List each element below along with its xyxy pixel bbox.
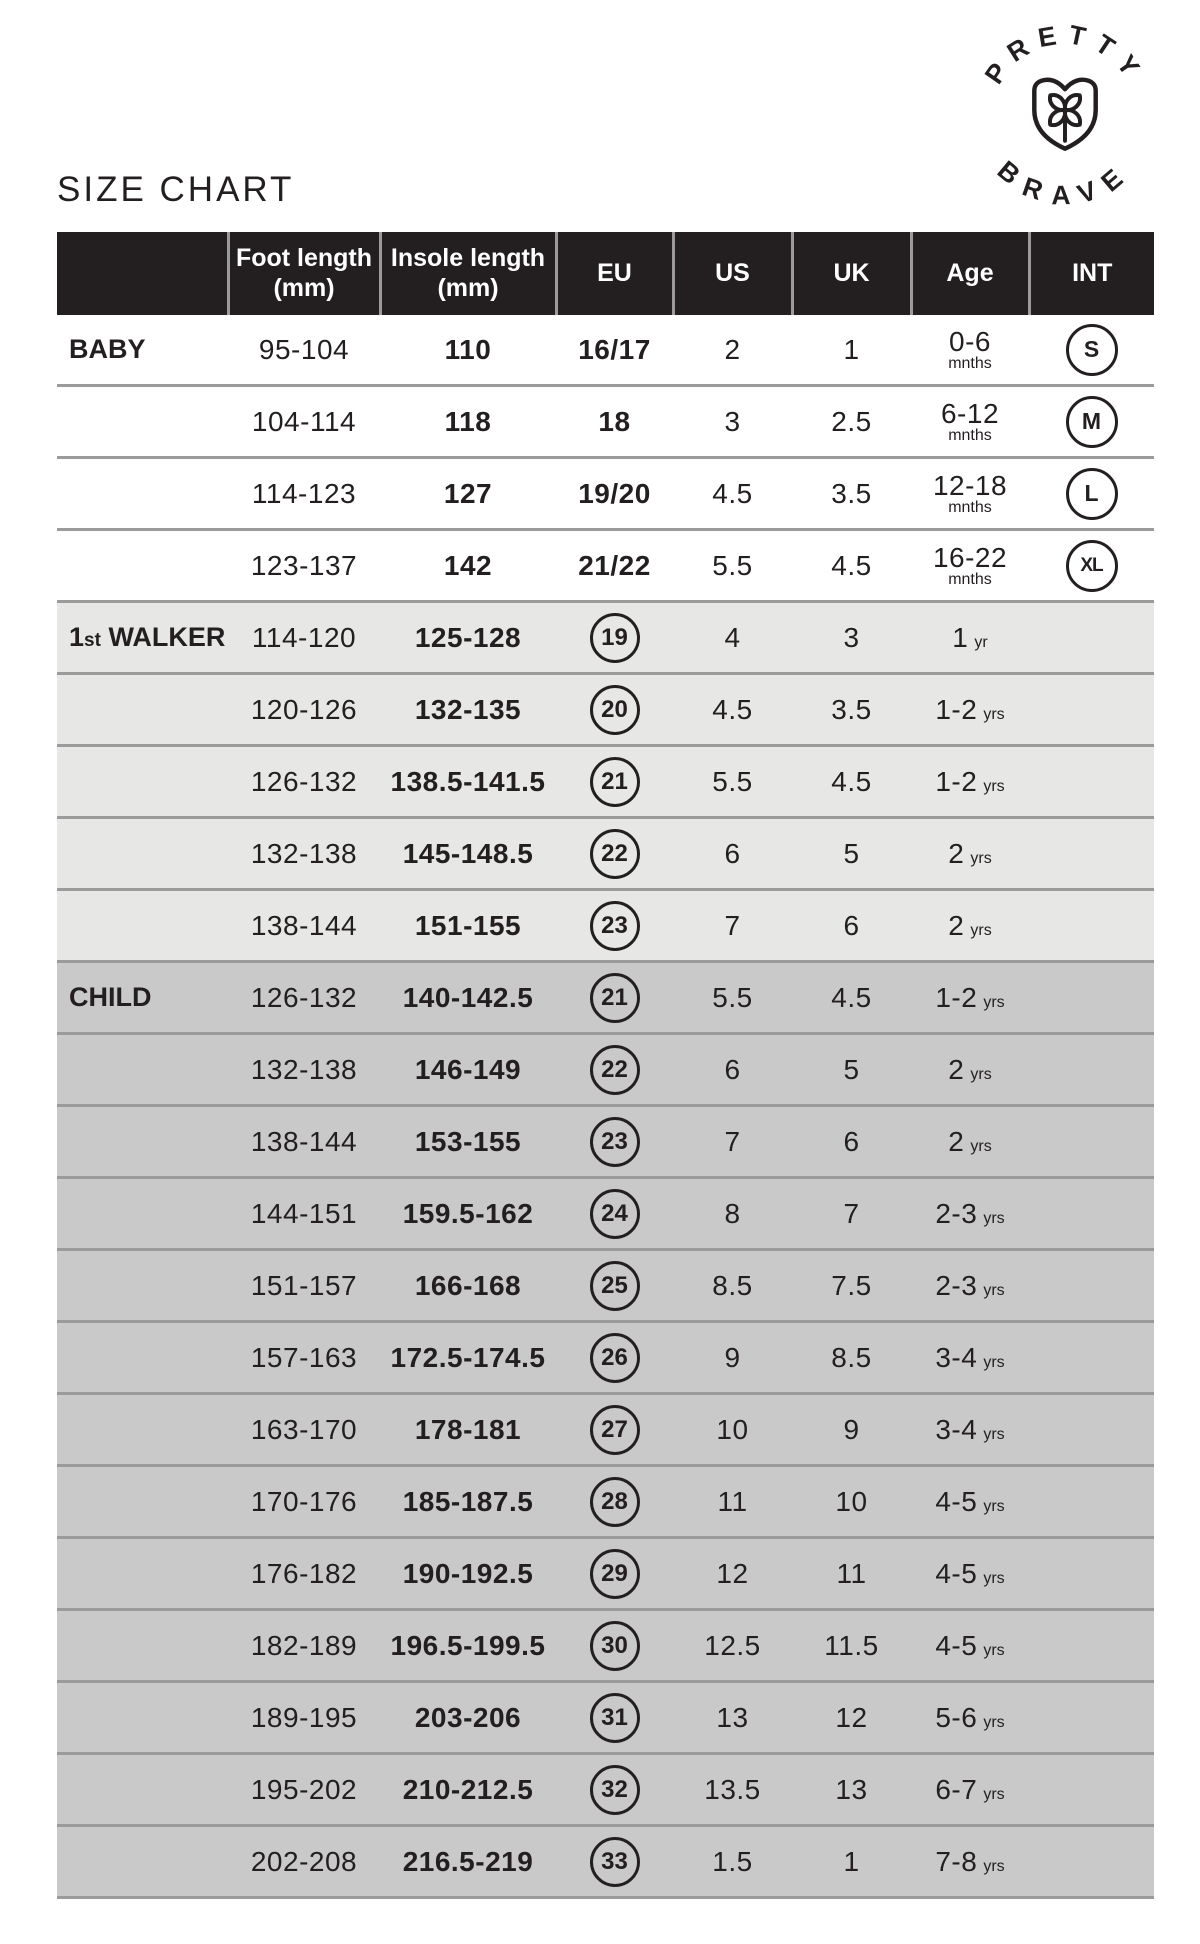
uk-size-cell: 3 — [792, 602, 911, 674]
age-value: 1 — [952, 621, 969, 653]
insole-length-cell: 203-206 — [380, 1682, 556, 1754]
age-cell — [911, 1394, 1029, 1466]
eu-size-circle: 29 — [590, 1549, 640, 1599]
logo-text-brave: BRAVE — [991, 154, 1139, 211]
age-unit: yrs — [983, 1209, 1005, 1227]
eu-size-value: 21/22 — [578, 549, 651, 581]
age-unit: yrs — [983, 777, 1005, 795]
eu-size-circle: 24 — [590, 1189, 640, 1239]
header-us: US — [673, 232, 792, 315]
ordinal-suffix: st — [84, 630, 101, 651]
int-size-cell — [1029, 818, 1154, 890]
table-row — [57, 315, 1154, 386]
age-cell — [911, 1250, 1029, 1322]
age-value: 1-2 — [935, 693, 978, 725]
uk-size-cell: 10 — [792, 1466, 911, 1538]
us-size-cell: 5.5 — [673, 746, 792, 818]
table-row — [57, 1538, 1154, 1610]
age-value: 3-4 — [935, 1341, 978, 1373]
uk-size-cell: 7.5 — [792, 1250, 911, 1322]
header-blank — [57, 232, 228, 315]
eu-size-cell — [556, 530, 673, 602]
category-cell — [57, 1754, 228, 1826]
age-value: 5-6 — [935, 1701, 978, 1733]
foot-length-cell: 104-114 — [228, 386, 380, 458]
eu-size-circle: 20 — [590, 685, 640, 735]
category-cell — [57, 1394, 228, 1466]
insole-length-cell: 178-181 — [380, 1394, 556, 1466]
category-cell — [57, 1826, 228, 1898]
size-chart-table — [57, 232, 1154, 1899]
age-unit: yrs — [983, 1497, 1005, 1515]
age-cell — [911, 1610, 1029, 1682]
us-size-cell: 13.5 — [673, 1754, 792, 1826]
age-unit: yrs — [983, 1425, 1005, 1443]
foot-length-cell: 202-208 — [228, 1826, 380, 1898]
foot-length-cell: 151-157 — [228, 1250, 380, 1322]
table-row — [57, 1106, 1154, 1178]
int-size-cell — [1029, 1394, 1154, 1466]
table-row — [57, 890, 1154, 962]
insole-length-cell: 127 — [380, 458, 556, 530]
age-cell — [911, 1034, 1029, 1106]
insole-length-cell: 151-155 — [380, 890, 556, 962]
int-size-cell — [1029, 1610, 1154, 1682]
header-age: Age — [911, 232, 1029, 315]
age-unit: mnths — [948, 499, 992, 516]
eu-size-cell — [556, 1106, 673, 1178]
foot-length-cell: 123-137 — [228, 530, 380, 602]
age-unit: mnths — [948, 427, 992, 444]
header-foot-length: Foot length (mm) — [228, 232, 380, 315]
table-row — [57, 1682, 1154, 1754]
foot-length-cell: 182-189 — [228, 1610, 380, 1682]
us-size-cell: 10 — [673, 1394, 792, 1466]
age-value: 2-3 — [935, 1197, 978, 1229]
age-unit: yrs — [983, 993, 1005, 1011]
eu-size-circle: 23 — [590, 1117, 640, 1167]
us-size-cell: 12 — [673, 1538, 792, 1610]
page-title: SIZE CHART — [57, 170, 295, 209]
category-cell — [57, 1106, 228, 1178]
foot-length-cell: 132-138 — [228, 818, 380, 890]
us-size-cell: 2 — [673, 315, 792, 386]
table-row — [57, 386, 1154, 458]
int-size-circle: M — [1066, 396, 1118, 448]
us-size-cell: 4.5 — [673, 458, 792, 530]
foot-length-cell: 176-182 — [228, 1538, 380, 1610]
eu-size-cell — [556, 1034, 673, 1106]
us-size-cell: 5.5 — [673, 962, 792, 1034]
age-value: 7-8 — [935, 1845, 978, 1877]
logo-arc-top-text — [979, 19, 1151, 89]
uk-size-cell: 1 — [792, 1826, 911, 1898]
age-cell — [911, 602, 1029, 674]
int-size-cell — [1029, 386, 1154, 458]
age-value: 4-5 — [935, 1557, 978, 1589]
foot-length-cell: 95-104 — [228, 315, 380, 386]
category-cell — [57, 818, 228, 890]
table-row — [57, 818, 1154, 890]
eu-size-cell — [556, 1466, 673, 1538]
uk-size-cell: 4.5 — [792, 530, 911, 602]
int-size-cell — [1029, 602, 1154, 674]
table-row — [57, 1754, 1154, 1826]
eu-size-cell — [556, 458, 673, 530]
us-size-cell: 6 — [673, 818, 792, 890]
age-unit: yrs — [983, 1353, 1005, 1371]
table-row — [57, 1466, 1154, 1538]
age-unit: yrs — [970, 849, 992, 867]
category-cell — [57, 386, 228, 458]
foot-length-cell: 114-123 — [228, 458, 380, 530]
us-size-cell: 13 — [673, 1682, 792, 1754]
insole-length-cell: 145-148.5 — [380, 818, 556, 890]
int-size-cell — [1029, 458, 1154, 530]
age-value: 4-5 — [935, 1485, 978, 1517]
category-cell — [57, 530, 228, 602]
age-value: 3-4 — [935, 1413, 978, 1445]
insole-length-cell: 125-128 — [380, 602, 556, 674]
int-size-cell — [1029, 674, 1154, 746]
age-value: 2 — [948, 1053, 965, 1085]
eu-size-cell — [556, 746, 673, 818]
age-value: 2-3 — [935, 1269, 978, 1301]
age-unit: yr — [974, 633, 988, 651]
eu-size-circle: 23 — [590, 901, 640, 951]
age-cell — [911, 674, 1029, 746]
age-cell — [911, 1322, 1029, 1394]
uk-size-cell: 8.5 — [792, 1322, 911, 1394]
age-cell — [911, 386, 1029, 458]
age-cell — [911, 1106, 1029, 1178]
table-row — [57, 1178, 1154, 1250]
eu-size-cell — [556, 1322, 673, 1394]
eu-size-circle: 32 — [590, 1765, 640, 1815]
eu-size-value: 18 — [598, 405, 631, 437]
age-cell — [911, 1754, 1029, 1826]
insole-length-cell: 110 — [380, 315, 556, 386]
age-value: 0-6 — [949, 326, 991, 357]
age-cell — [911, 458, 1029, 530]
age-value: 4-5 — [935, 1629, 978, 1661]
age-cell — [911, 962, 1029, 1034]
category-cell: 1st WALKER — [57, 602, 228, 674]
insole-length-cell: 153-155 — [380, 1106, 556, 1178]
eu-size-circle: 28 — [590, 1477, 640, 1527]
age-unit: yrs — [983, 1281, 1005, 1299]
us-size-cell: 4.5 — [673, 674, 792, 746]
foot-length-cell: 114-120 — [228, 602, 380, 674]
uk-size-cell: 6 — [792, 1106, 911, 1178]
table-row — [57, 746, 1154, 818]
int-size-cell — [1029, 962, 1154, 1034]
int-size-cell — [1029, 1682, 1154, 1754]
age-value: 2 — [948, 909, 965, 941]
us-size-cell: 4 — [673, 602, 792, 674]
insole-length-cell: 172.5-174.5 — [380, 1322, 556, 1394]
category-cell — [57, 1322, 228, 1394]
insole-length-cell: 159.5-162 — [380, 1178, 556, 1250]
flower-icon — [1046, 91, 1083, 140]
int-size-cell — [1029, 746, 1154, 818]
eu-size-circle: 31 — [590, 1693, 640, 1743]
eu-size-cell — [556, 315, 673, 386]
category-cell — [57, 1610, 228, 1682]
foot-length-cell: 144-151 — [228, 1178, 380, 1250]
age-value: 1-2 — [935, 981, 978, 1013]
header-uk: UK — [792, 232, 911, 315]
foot-length-cell: 189-195 — [228, 1682, 380, 1754]
int-size-circle: XL — [1066, 540, 1118, 592]
header-row — [57, 232, 1154, 315]
uk-size-cell: 4.5 — [792, 962, 911, 1034]
age-cell — [911, 1538, 1029, 1610]
table-row — [57, 530, 1154, 602]
us-size-cell: 11 — [673, 1466, 792, 1538]
int-size-circle: L — [1066, 468, 1118, 520]
eu-size-cell — [556, 1754, 673, 1826]
age-unit: yrs — [983, 1857, 1005, 1875]
category-cell — [57, 458, 228, 530]
age-cell — [911, 1178, 1029, 1250]
age-unit: yrs — [983, 1785, 1005, 1803]
us-size-cell: 5.5 — [673, 530, 792, 602]
eu-size-cell — [556, 890, 673, 962]
logo-text-pretty: PRETTY — [978, 18, 1152, 90]
uk-size-cell: 3.5 — [792, 674, 911, 746]
eu-size-circle: 30 — [590, 1621, 640, 1671]
insole-length-cell: 216.5-219 — [380, 1826, 556, 1898]
age-cell — [911, 746, 1029, 818]
int-size-cell — [1029, 530, 1154, 602]
eu-size-cell — [556, 386, 673, 458]
age-value: 6-12 — [940, 398, 1000, 429]
foot-length-cell: 138-144 — [228, 890, 380, 962]
header-eu: EU — [556, 232, 673, 315]
eu-size-circle: 21 — [590, 973, 640, 1023]
us-size-cell: 3 — [673, 386, 792, 458]
uk-size-cell: 13 — [792, 1754, 911, 1826]
size-table-body — [57, 315, 1154, 1898]
category-cell: BABY — [57, 315, 228, 386]
us-size-cell: 7 — [673, 1106, 792, 1178]
uk-size-cell: 3.5 — [792, 458, 911, 530]
age-value: 2 — [948, 1125, 965, 1157]
eu-size-cell — [556, 674, 673, 746]
eu-size-circle: 25 — [590, 1261, 640, 1311]
insole-length-cell: 142 — [380, 530, 556, 602]
int-size-cell — [1029, 1538, 1154, 1610]
table-row — [57, 1250, 1154, 1322]
uk-size-cell: 7 — [792, 1178, 911, 1250]
eu-size-cell — [556, 1610, 673, 1682]
eu-size-cell — [556, 1394, 673, 1466]
us-size-cell: 9 — [673, 1322, 792, 1394]
us-size-cell: 7 — [673, 890, 792, 962]
insole-length-cell: 146-149 — [380, 1034, 556, 1106]
insole-length-cell: 166-168 — [380, 1250, 556, 1322]
uk-size-cell: 12 — [792, 1682, 911, 1754]
table-row — [57, 458, 1154, 530]
category-cell — [57, 1682, 228, 1754]
table-row — [57, 1322, 1154, 1394]
uk-size-cell: 11.5 — [792, 1610, 911, 1682]
eu-size-circle: 21 — [590, 757, 640, 807]
int-size-cell — [1029, 1826, 1154, 1898]
age-unit: mnths — [948, 571, 992, 588]
uk-size-cell: 6 — [792, 890, 911, 962]
int-size-cell — [1029, 1250, 1154, 1322]
int-size-cell — [1029, 315, 1154, 386]
foot-length-cell: 170-176 — [228, 1466, 380, 1538]
eu-size-cell — [556, 1178, 673, 1250]
uk-size-cell: 1 — [792, 315, 911, 386]
age-value: 12-18 — [932, 470, 1008, 501]
eu-size-cell — [556, 1538, 673, 1610]
age-cell — [911, 530, 1029, 602]
uk-size-cell: 2.5 — [792, 386, 911, 458]
table-row — [57, 674, 1154, 746]
us-size-cell: 1.5 — [673, 1826, 792, 1898]
age-cell — [911, 890, 1029, 962]
int-size-cell — [1029, 1034, 1154, 1106]
brand-logo — [966, 16, 1164, 214]
table-row — [57, 1394, 1154, 1466]
table-row — [57, 1610, 1154, 1682]
header-int: INT — [1029, 232, 1154, 315]
eu-size-circle: 33 — [590, 1837, 640, 1887]
eu-size-cell — [556, 1826, 673, 1898]
foot-length-cell: 195-202 — [228, 1754, 380, 1826]
category-cell — [57, 1538, 228, 1610]
us-size-cell: 8 — [673, 1178, 792, 1250]
int-size-cell — [1029, 890, 1154, 962]
insole-length-cell: 210-212.5 — [380, 1754, 556, 1826]
age-unit: yrs — [983, 1569, 1005, 1587]
insole-length-cell: 138.5-141.5 — [380, 746, 556, 818]
age-unit: yrs — [983, 705, 1005, 723]
int-size-cell — [1029, 1178, 1154, 1250]
uk-size-cell: 11 — [792, 1538, 911, 1610]
eu-size-cell — [556, 1250, 673, 1322]
category-cell — [57, 1466, 228, 1538]
int-size-cell — [1029, 1106, 1154, 1178]
uk-size-cell: 5 — [792, 818, 911, 890]
category-cell — [57, 746, 228, 818]
table-row — [57, 962, 1154, 1034]
eu-size-cell — [556, 818, 673, 890]
eu-size-cell — [556, 602, 673, 674]
table-row — [57, 1034, 1154, 1106]
insole-length-cell: 190-192.5 — [380, 1538, 556, 1610]
age-unit: yrs — [970, 1137, 992, 1155]
age-cell — [911, 818, 1029, 890]
age-value: 2 — [948, 837, 965, 869]
category-cell — [57, 1178, 228, 1250]
age-unit: yrs — [970, 1065, 992, 1083]
foot-length-cell: 126-132 — [228, 962, 380, 1034]
eu-size-value: 19/20 — [578, 477, 651, 509]
age-unit: yrs — [983, 1713, 1005, 1731]
eu-size-cell — [556, 962, 673, 1034]
category-cell — [57, 674, 228, 746]
us-size-cell: 12.5 — [673, 1610, 792, 1682]
age-cell — [911, 1466, 1029, 1538]
eu-size-circle: 22 — [590, 1045, 640, 1095]
brand-logo-svg — [966, 16, 1164, 214]
uk-size-cell: 4.5 — [792, 746, 911, 818]
table-row — [57, 602, 1154, 674]
eu-size-value: 16/17 — [578, 333, 651, 365]
eu-size-cell — [556, 1682, 673, 1754]
category-cell — [57, 1034, 228, 1106]
foot-length-cell: 132-138 — [228, 1034, 380, 1106]
category-cell — [57, 890, 228, 962]
header-insole-length: Insole length (mm) — [380, 232, 556, 315]
int-size-cell — [1029, 1322, 1154, 1394]
foot-length-cell: 138-144 — [228, 1106, 380, 1178]
age-unit: mnths — [948, 355, 992, 372]
age-unit: yrs — [970, 921, 992, 939]
logo-arc-bottom-text — [992, 155, 1139, 211]
foot-length-cell: 157-163 — [228, 1322, 380, 1394]
table-row — [57, 1826, 1154, 1898]
foot-length-cell: 163-170 — [228, 1394, 380, 1466]
eu-size-circle: 26 — [590, 1333, 640, 1383]
age-unit: yrs — [983, 1641, 1005, 1659]
int-size-cell — [1029, 1466, 1154, 1538]
age-cell — [911, 315, 1029, 386]
eu-size-circle: 22 — [590, 829, 640, 879]
int-size-circle: S — [1066, 324, 1118, 376]
foot-length-cell: 126-132 — [228, 746, 380, 818]
age-value: 1-2 — [935, 765, 978, 797]
category-cell: CHILD — [57, 962, 228, 1034]
eu-size-circle: 27 — [590, 1405, 640, 1455]
foot-length-cell: 120-126 — [228, 674, 380, 746]
eu-size-circle: 19 — [590, 613, 640, 663]
insole-length-cell: 196.5-199.5 — [380, 1610, 556, 1682]
us-size-cell: 8.5 — [673, 1250, 792, 1322]
category-cell — [57, 1250, 228, 1322]
age-cell — [911, 1682, 1029, 1754]
us-size-cell: 6 — [673, 1034, 792, 1106]
age-value: 16-22 — [932, 542, 1008, 573]
insole-length-cell: 140-142.5 — [380, 962, 556, 1034]
uk-size-cell: 5 — [792, 1034, 911, 1106]
uk-size-cell: 9 — [792, 1394, 911, 1466]
age-value: 6-7 — [935, 1773, 978, 1805]
insole-length-cell: 185-187.5 — [380, 1466, 556, 1538]
insole-length-cell: 118 — [380, 386, 556, 458]
int-size-cell — [1029, 1754, 1154, 1826]
insole-length-cell: 132-135 — [380, 674, 556, 746]
age-cell — [911, 1826, 1029, 1898]
